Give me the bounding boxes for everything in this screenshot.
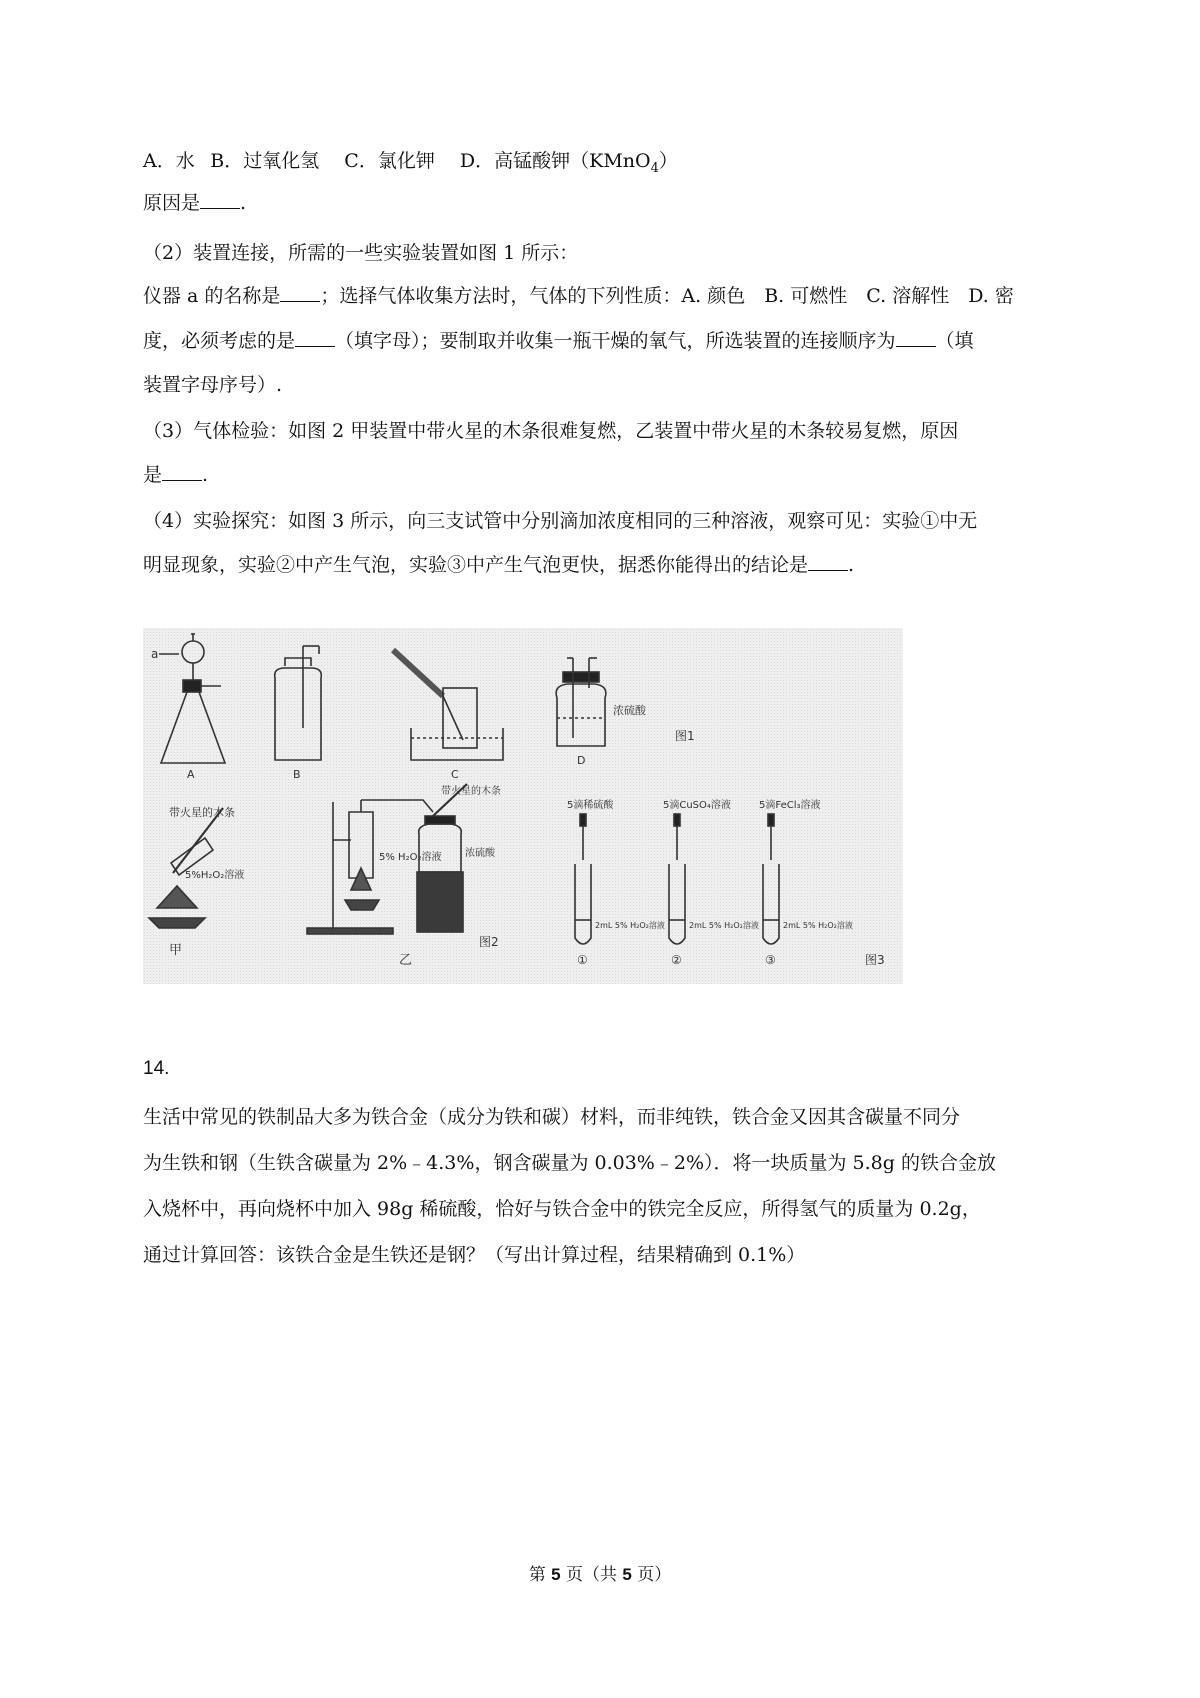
test-tube-3: [759, 798, 853, 967]
apparatus-a: [151, 634, 225, 781]
test-tube-1: [567, 798, 665, 967]
svg-text:甲: 甲: [169, 943, 183, 958]
svg-text:5%H₂O₂溶液: 5%H₂O₂溶液: [185, 870, 245, 881]
svg-text:A: A: [187, 768, 195, 781]
svg-text:③: ③: [765, 953, 776, 967]
svg-text:图2: 图2: [479, 935, 499, 949]
q14-line3: 入烧杯中，再向烧杯中加入 98g 稀硫酸，恰好与铁合金中的铁完全反应，所得氢气的质量为 0.2g，: [143, 1198, 981, 1220]
svg-text:②: ②: [671, 953, 682, 967]
answer-blank: [808, 552, 848, 571]
answer-blank: [295, 328, 335, 347]
question-number: 14.: [143, 1058, 170, 1079]
answer-blank: [200, 190, 240, 209]
q3-line1: （3）气体检验：如图 2 甲装置中带火星的木条很难复燃，乙装置中带火星的木条较易复燃，原因: [143, 420, 959, 442]
svg-text:2mL 5% H₂O₂溶液: 2mL 5% H₂O₂溶液: [689, 921, 759, 930]
answer-blank: [896, 328, 936, 347]
q4-line1: （4）实验探究：如图 3 所示，向三支试管中分别滴加浓度相同的三种溶液，观察可见：实验①中无: [143, 510, 978, 532]
fig1-caption: 图1: [675, 729, 695, 743]
svg-text:5滴FeCl₃溶液: 5滴FeCl₃溶液: [759, 800, 821, 811]
option-b: B．过氧化氢: [210, 150, 320, 172]
q2-intro: （2）装置连接，所需的一些实验装置如图 1 所示：: [143, 242, 579, 264]
apparatus-c: [393, 650, 503, 781]
q14-line4: 通过计算回答：该铁合金是生铁还是钢？（写出计算过程，结果精确到 0.1%）: [143, 1244, 806, 1266]
svg-text:B: B: [293, 768, 301, 781]
svg-text:2mL 5% H₂O₂溶液: 2mL 5% H₂O₂溶液: [595, 921, 665, 930]
q2-line3: 装置字母序号）.: [143, 374, 283, 396]
q14-line2: 为生铁和钢（生铁含碳量为 2%﹣4.3%，钢含碳量为 0.03%﹣2%）．将一块质量为 5.8g 的铁合金放: [143, 1152, 996, 1174]
q3-line2: 是 .: [143, 464, 209, 486]
q4-line2: 明显现象，实验②中产生气泡，实验③中产生气泡更快，据悉你能得出的结论是 .: [143, 554, 855, 576]
svg-text:5% H₂O₂溶液: 5% H₂O₂溶液: [379, 852, 442, 863]
q2-line1: 仪器 a 的名称是 ；选择气体收集方法时，气体的下列性质：A. 颜色 B. 可燃性 C. 溶解性 D. 密: [143, 285, 1014, 307]
setup-yi: [307, 784, 501, 968]
apparatus-figure: [143, 628, 903, 984]
page-footer: 第 5 页（共 5 页）: [528, 1565, 672, 1585]
svg-text:2mL 5% H₂O₂溶液: 2mL 5% H₂O₂溶液: [783, 921, 853, 930]
svg-text:带火星的木条: 带火星的木条: [441, 786, 501, 797]
option-d: D．高锰酸钾（KMnO$_4$）: [459, 150, 678, 176]
svg-text:5滴CuSO₄溶液: 5滴CuSO₄溶液: [663, 800, 731, 811]
svg-text:D: D: [577, 754, 586, 767]
answer-blank: [280, 283, 320, 302]
svg-text:浓硫酸: 浓硫酸: [465, 848, 495, 859]
svg-text:a: a: [151, 647, 159, 661]
answer-blank: [162, 462, 202, 481]
fig3-caption: 图3: [865, 953, 885, 967]
svg-text:C: C: [451, 768, 459, 781]
svg-text:带火星的木条: 带火星的木条: [169, 806, 235, 819]
svg-text:乙: 乙: [399, 953, 413, 968]
q2-line2: 度，必须考虑的是 （填字母）；要制取并收集一瓶干燥的氧气，所选装置的连接顺序为 （填: [143, 330, 974, 352]
apparatus-b: [275, 646, 322, 781]
q14-line1: 生活中常见的铁制品大多为铁合金（成分为铁和碳）材料，而非纯铁，铁合金又因其含碳量不同分: [143, 1106, 961, 1128]
option-c: C．氯化钾: [344, 150, 435, 172]
reason-line: 原因是 .: [143, 192, 247, 214]
apparatus-d: [556, 658, 647, 767]
option-a: A．水: [143, 150, 195, 172]
svg-text:①: ①: [577, 953, 588, 967]
setup-jia: [149, 805, 244, 958]
svg-text:浓硫酸: 浓硫酸: [613, 704, 646, 717]
svg-text:5滴稀硫酸: 5滴稀硫酸: [567, 800, 614, 811]
test-tube-2: [663, 798, 759, 967]
options-line: [143, 148, 678, 182]
